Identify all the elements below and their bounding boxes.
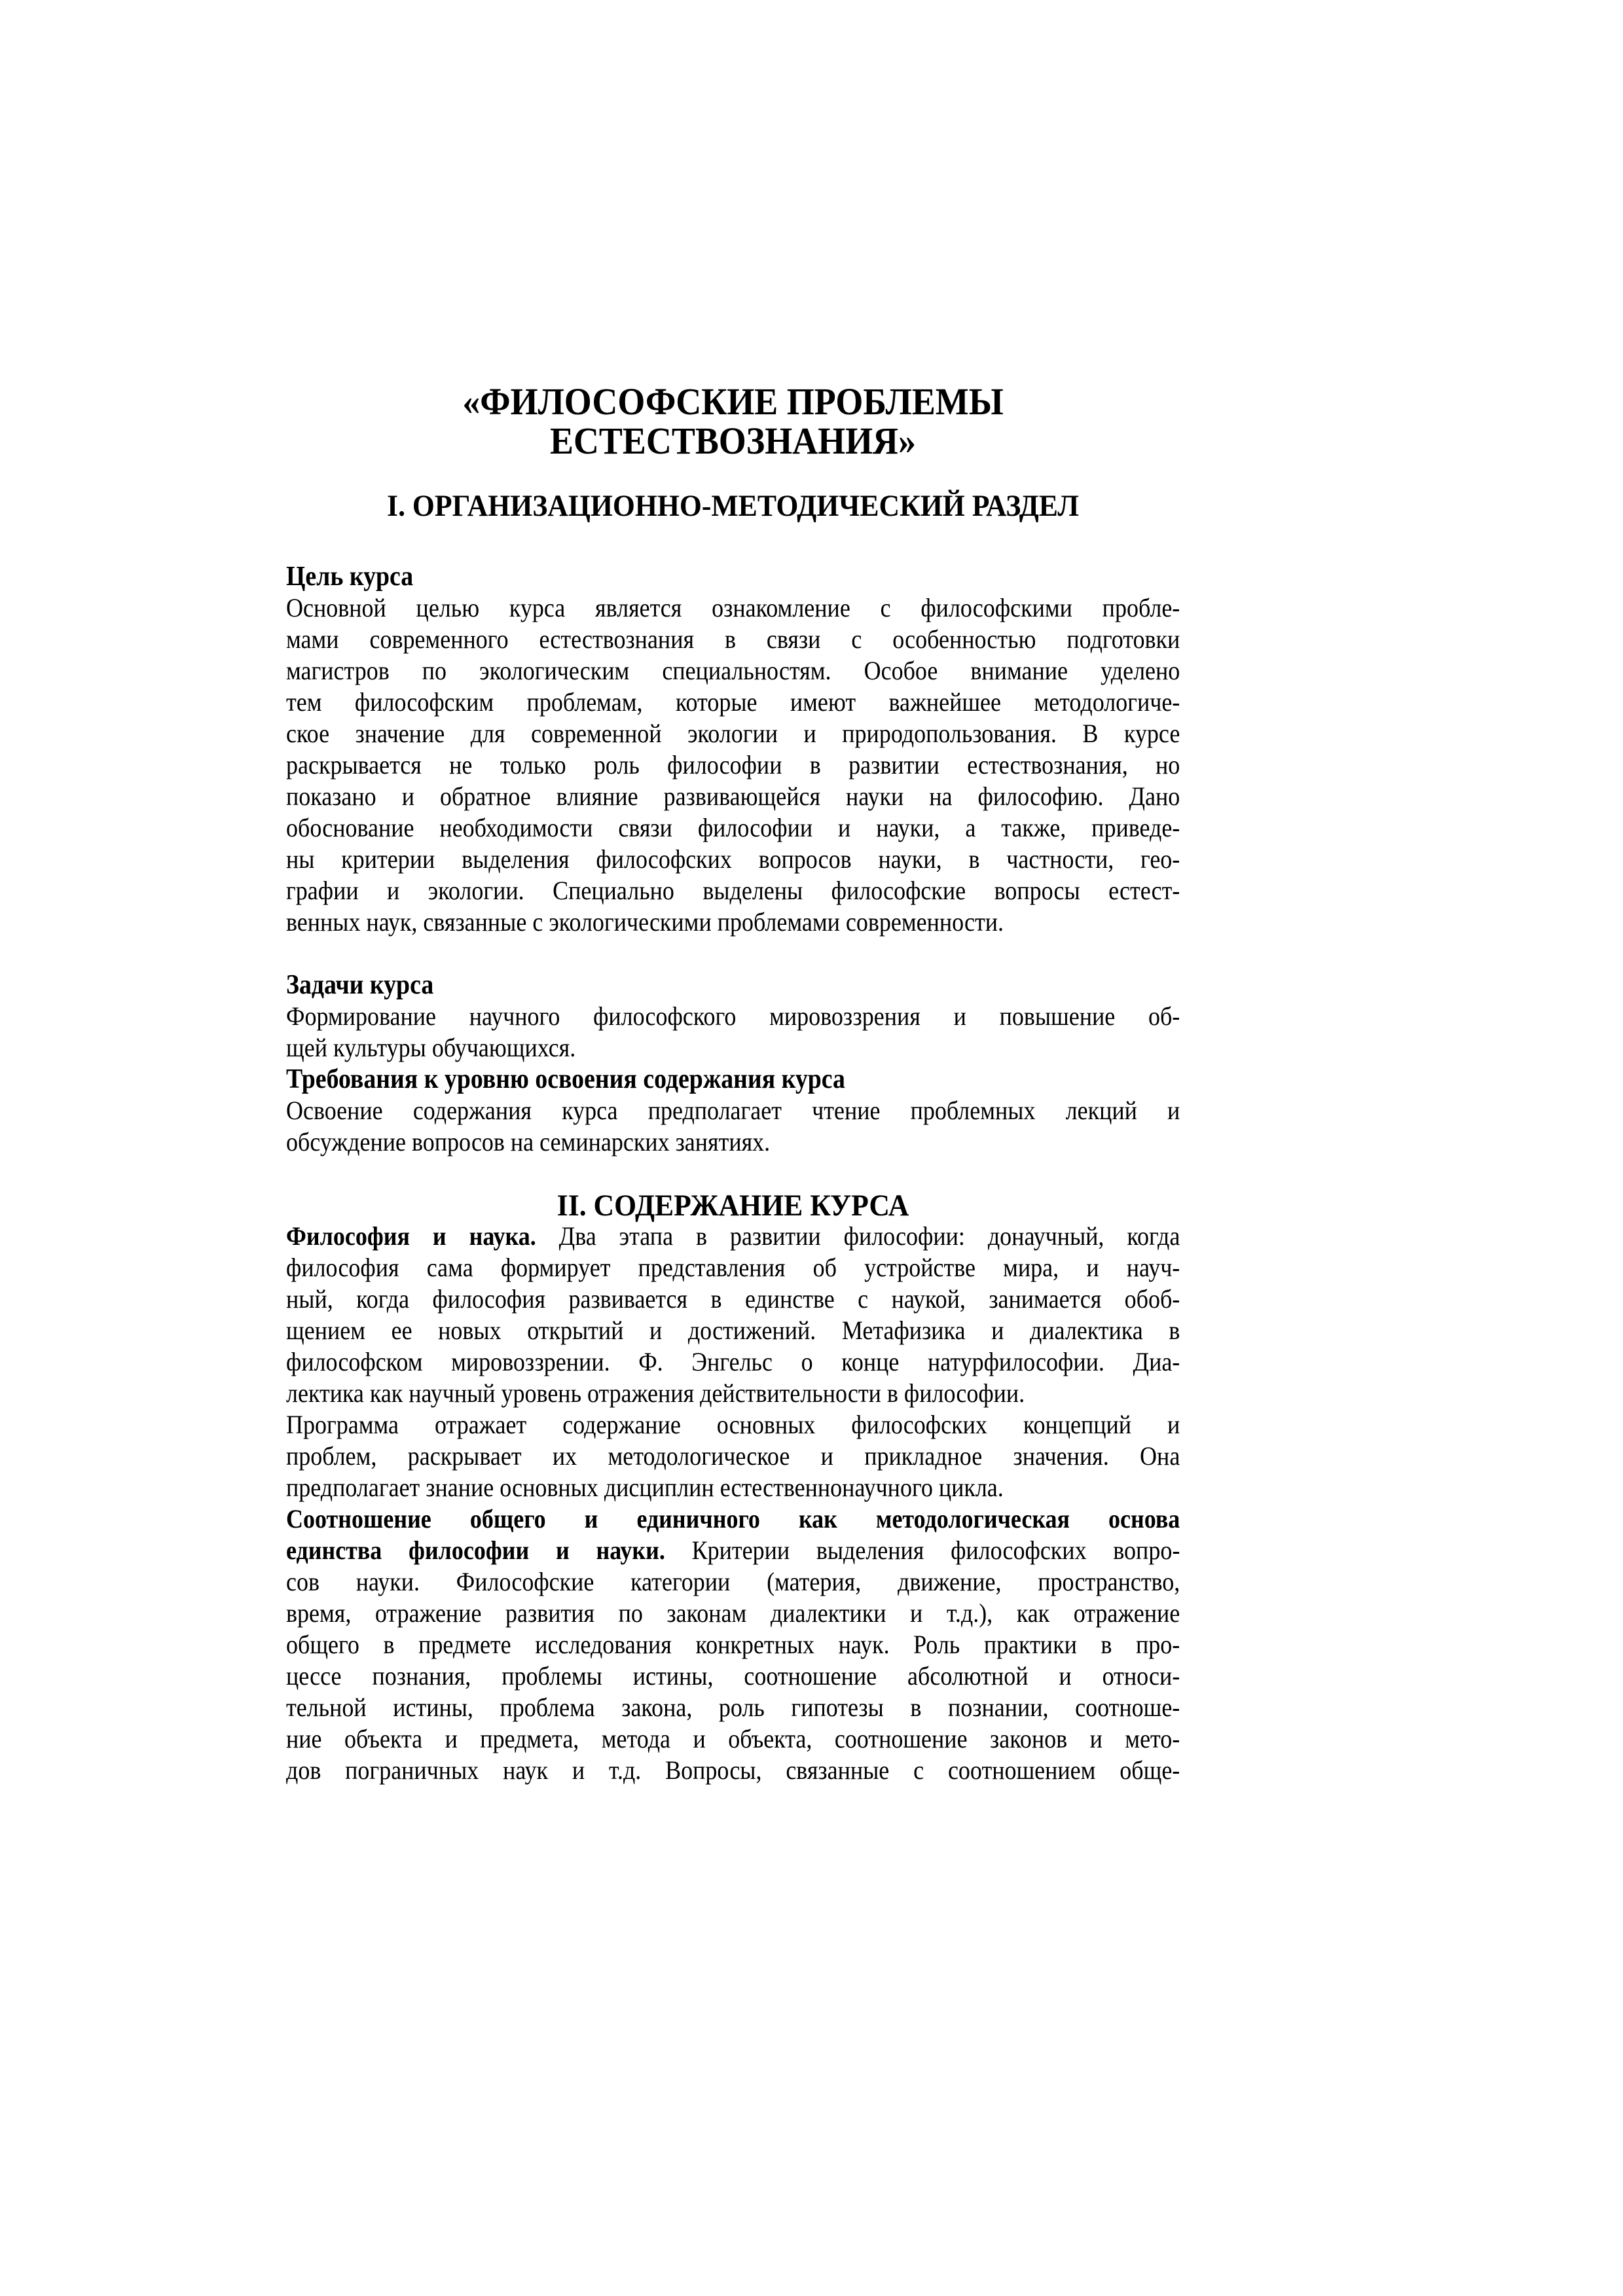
bold-run: Соотношение общего и единичного как методологическая основа — [286, 1504, 1180, 1534]
text-line: предполагает знание основных дисциплин естественнонаучного цикла. — [286, 1473, 1004, 1502]
course-goal-heading: Цель курса — [286, 562, 414, 592]
text-line: Основной целью курса является ознакомление с философскими пробле- — [286, 593, 1180, 622]
text-line: проблем, раскрывает их методологическое и прикладное значения. Она — [286, 1441, 1180, 1471]
text-line: обоснование необходимости связи философии и науки, а также, приведе- — [286, 813, 1180, 842]
text-line: сов науки. Философские категории (материя, движение, пространство, — [286, 1567, 1180, 1596]
text-line: мами современного естествознания в связи с особенностью подготовки — [286, 624, 1180, 654]
text-line — [286, 1503, 1180, 1535]
title-line-1: «ФИЛОСОФСКИЕ ПРОБЛЕМЫ — [462, 380, 1004, 423]
course-tasks-paragraph — [286, 1001, 1180, 1064]
text-line: ние объекта и предмета, метода и объекта, соотношение законов и мето- — [286, 1724, 1180, 1753]
text-line: показано и обратное влияние развивающейся науки на философию. Дано — [286, 781, 1180, 811]
philosophy-and-science-paragraph — [286, 1221, 1180, 1409]
text-line: ское значение для современной экологии и природопользования. В курсе — [286, 719, 1180, 748]
course-requirements-heading: Требования к уровню освоения содержания курса — [286, 1064, 845, 1094]
text-line: время, отражение развития по законам диалектики и т.д.), как отражение — [286, 1598, 1180, 1628]
text-line: ны критерии выделения философских вопросов науки, в частности, гео- — [286, 844, 1180, 874]
text-line: дов пограничных наук и т.д. Вопросы, связанные с соотношением обще- — [286, 1755, 1180, 1785]
text-line: философском мировоззрении. Ф. Энгельс о конце натурфилософии. Диа- — [286, 1347, 1180, 1376]
text-line: щей культуры обучающихся. — [286, 1033, 576, 1062]
text-line: Освоение содержания курса предполагает чтение проблемных лекций и — [286, 1096, 1180, 1125]
section-heading-organizational: I. ОРГАНИЗАЦИОННО-МЕТОДИЧЕСКИЙ РАЗДЕЛ — [387, 489, 1079, 523]
title-line-2: ЕСТЕСТВОЗНАНИЯ» — [550, 420, 916, 462]
course-goal-paragraph — [286, 592, 1180, 938]
text-line: цессе познания, проблемы истины, соотношение абсолютной и относи- — [286, 1661, 1180, 1691]
general-and-singular-paragraph — [286, 1503, 1180, 1786]
text-line: общего в предмете исследования конкретных наук. Роль практики в про- — [286, 1630, 1180, 1659]
text-line: философия сама формирует представления об устройстве мира, и науч- — [286, 1253, 1180, 1282]
text-line: Формирование научного философского мировоззрения и повышение об- — [286, 1001, 1180, 1031]
text-line: Философия и наука. Два этапа в развитии философии: донаучный, когда — [286, 1221, 1180, 1251]
text-line: графии и экологии. Специально выделены философские вопросы естест- — [286, 876, 1180, 905]
course-requirements-paragraph — [286, 1095, 1180, 1158]
text-line: тельной истины, проблема закона, роль гипотезы в познании, соотноше- — [286, 1693, 1180, 1722]
bold-run: единства философии и науки. — [286, 1535, 665, 1565]
program-overview-paragraph — [286, 1409, 1180, 1503]
document-title — [318, 382, 1148, 461]
bold-run: Философия и наука. — [286, 1221, 536, 1251]
course-tasks-heading: Задачи курса — [286, 970, 434, 1000]
text-line: магистров по экологическим специальностям. Особое внимание уделено — [286, 656, 1180, 685]
text-line: Программа отражает содержание основных философских концепций и — [286, 1410, 1180, 1439]
text-line: венных наук, связанные с экологическими проблемами современности. — [286, 907, 1004, 937]
text-line: лектика как научный уровень отражения действительности в философии. — [286, 1378, 1025, 1408]
text-line: ный, когда философия развивается в единстве с наукой, занимается обоб- — [286, 1284, 1180, 1314]
text-line: раскрывается не только роль философии в развитии естествознания, но — [286, 750, 1180, 780]
text-line: тем философским проблемам, которые имеют важнейшее методологиче- — [286, 687, 1180, 717]
text-line: единства философии и науки. Критерии выделения философских вопро- — [286, 1535, 1180, 1565]
text-line: обсуждение вопросов на семинарских занятиях. — [286, 1127, 771, 1157]
text-line: щением ее новых открытий и достижений. Метафизика и диалектика в — [286, 1316, 1180, 1345]
section-heading-course-content: II. СОДЕРЖАНИЕ КУРСА — [556, 1189, 909, 1223]
